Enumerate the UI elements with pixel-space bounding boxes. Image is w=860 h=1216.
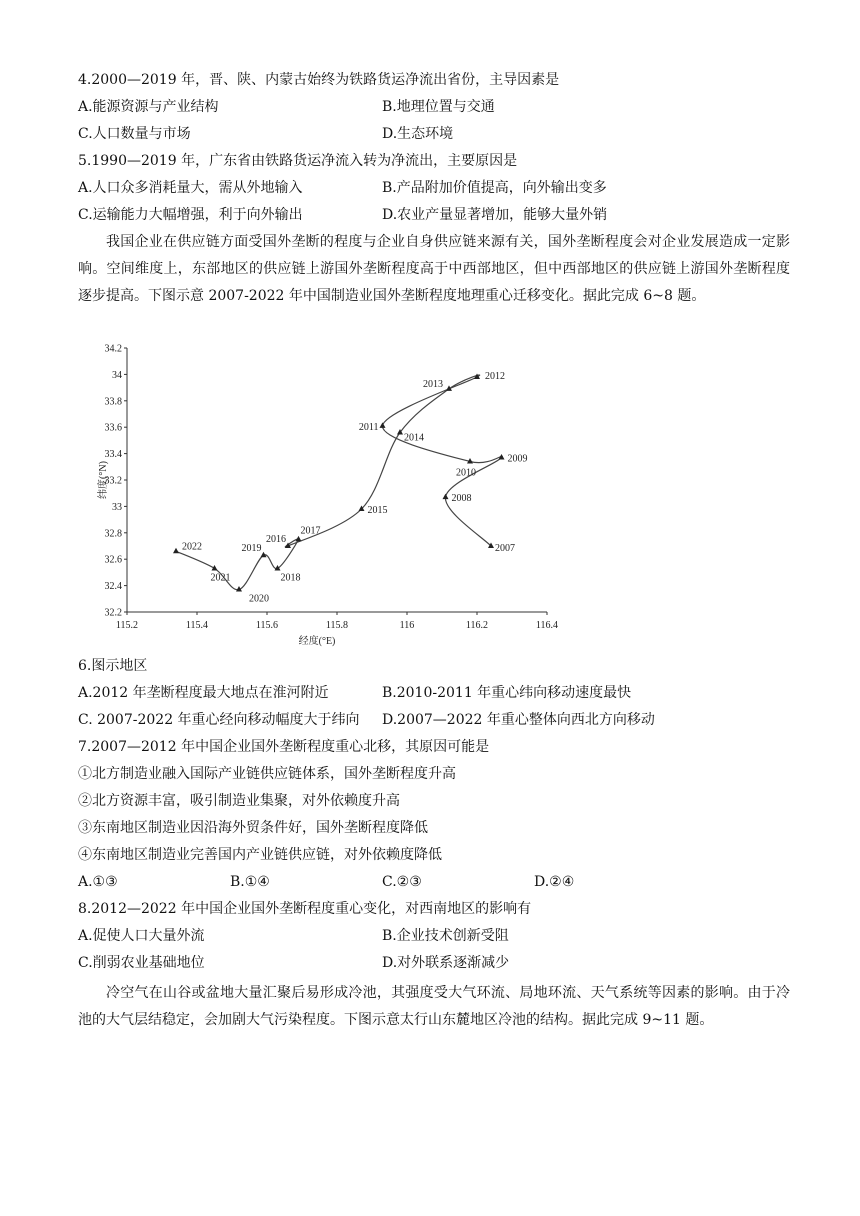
q4-option-d: D.生态环境 bbox=[382, 126, 454, 142]
triangle-marker-2017 bbox=[296, 536, 302, 542]
year-label-2022: 2022 bbox=[182, 541, 202, 553]
q7-stem: 7.2007—2012 年中国企业国外垄断程度重心北移，其原因可能是 bbox=[78, 739, 490, 755]
triangle-marker-2011 bbox=[380, 422, 386, 428]
y-tick-label: 32.6 bbox=[104, 554, 122, 566]
y-tick-label: 34 bbox=[112, 369, 122, 381]
year-label-2014: 2014 bbox=[404, 432, 424, 444]
q5-option-a: A.人口众多消耗量大，需从外地输入 bbox=[78, 180, 303, 196]
q7-statement-1: ①北方制造业融入国际产业链供应链体系，国外垄断程度升高 bbox=[78, 766, 456, 782]
q8-option-b: B.企业技术创新受阻 bbox=[382, 928, 509, 944]
q4-option-a: A.能源资源与产业结构 bbox=[78, 99, 219, 115]
q4-option-c: C.人口数量与市场 bbox=[78, 126, 191, 142]
year-label-2010: 2010 bbox=[456, 467, 476, 479]
q7-statement-2: ②北方资源丰富，吸引制造业集聚，对外依赖度升高 bbox=[78, 793, 400, 809]
year-label-2008: 2008 bbox=[451, 493, 472, 505]
q7-option-a: A.①③ bbox=[78, 874, 118, 890]
year-label-2009: 2009 bbox=[507, 453, 528, 465]
y-tick-label: 34.2 bbox=[104, 343, 122, 355]
q5-stem: 5.1990—2019 年，广东省由铁路货运净流入转为净流出，主要原因是 bbox=[78, 153, 518, 169]
x-tick-label: 115.4 bbox=[185, 620, 209, 631]
year-label-2011: 2011 bbox=[358, 421, 379, 433]
year-label-2015: 2015 bbox=[367, 505, 388, 517]
year-label-2012: 2012 bbox=[485, 371, 505, 383]
y-tick-label: 33.8 bbox=[104, 396, 122, 408]
q7-option-b: B.①④ bbox=[230, 874, 270, 890]
y-tick-label: 33.4 bbox=[104, 449, 122, 461]
q6-option-d: D.2007—2022 年重心整体向西北方向移动 bbox=[382, 712, 655, 728]
q4-stem: 4.2000—2019 年，晋、陕、内蒙古始终为铁路货运净流出省份，主导因素是 bbox=[78, 72, 560, 88]
q8-option-a: A.促使人口大量外流 bbox=[78, 928, 205, 944]
q6-option-b: B.2010-2011 年重心纬向移动速度最快 bbox=[382, 685, 632, 701]
q7-statement-4: ④东南地区制造业完善国内产业链供应链，对外依赖度降低 bbox=[78, 847, 442, 863]
triangle-marker-2022 bbox=[173, 548, 179, 554]
year-label-2020: 2020 bbox=[249, 593, 269, 605]
x-tick-label: 115.2 bbox=[115, 620, 139, 631]
centroid-trajectory-line bbox=[176, 375, 502, 590]
triangle-marker-2008 bbox=[443, 494, 449, 500]
q5-option-b: B.产品附加价值提高，向外输出变多 bbox=[382, 180, 607, 196]
x-tick-label: 116 bbox=[399, 620, 415, 631]
q4-option-b: B.地理位置与交通 bbox=[382, 99, 495, 115]
x-axis-title: 经度(°E) bbox=[298, 636, 336, 647]
y-axis-title: 纬度(°N) bbox=[98, 461, 109, 499]
q6-option-c: C. 2007-2022 年重心经向移动幅度大于纬向 bbox=[78, 712, 360, 728]
q6-option-a: A.2012 年垄断程度最大地点在淮河附近 bbox=[78, 685, 329, 701]
year-label-2017: 2017 bbox=[300, 525, 321, 537]
year-label-2013: 2013 bbox=[423, 378, 443, 390]
year-label-2016: 2016 bbox=[266, 534, 286, 545]
q5-option-c: C.运输能力大幅增强，利于向外输出 bbox=[78, 207, 303, 223]
q8-stem: 8.2012—2022 年中国企业国外垄断程度重心变化，对西南地区的影响有 bbox=[78, 901, 532, 917]
q8-option-d: D.对外联系逐渐减少 bbox=[382, 955, 510, 971]
year-label-2007: 2007 bbox=[495, 543, 515, 554]
year-label-2021: 2021 bbox=[210, 572, 231, 584]
year-label-2018: 2018 bbox=[280, 572, 301, 584]
year-label-2019: 2019 bbox=[241, 543, 262, 555]
q7-option-c: C.②③ bbox=[382, 874, 422, 890]
passage-supply-chain: 我国企业在供应链方面受国外垄断的程度与企业自身供应链来源有关，国外垄断程度会对企业发展造成一定影响。空间维度上，东部地区的供应链上游国外垄断程度高于中西部地区，但中西部地区的供应链上游国外垄断程度逐步提高。下图示意 2007-2022 年中国制造业国外垄断程度地理重心迁移变化。据此完成 6~8 题。 bbox=[78, 234, 790, 304]
x-tick-label: 115.8 bbox=[325, 620, 349, 631]
q6-stem: 6.图示地区 bbox=[78, 658, 148, 674]
q7-option-d: D.②④ bbox=[534, 874, 575, 890]
centroid-migration-chart bbox=[92, 338, 562, 650]
passage-cold-pool: 冷空气在山谷或盆地大量汇聚后易形成冷池，其强度受大气环流、局地环流、天气系统等因素的影响。由于冷池的大气层结稳定，会加剧大气污染程度。下图示意太行山东麓地区冷池的结构。据此完成 9~11 题。 bbox=[78, 985, 790, 1028]
y-tick-label: 32.4 bbox=[104, 581, 122, 593]
y-tick-label: 32.2 bbox=[104, 607, 122, 619]
x-tick-label: 116.4 bbox=[535, 620, 559, 631]
q7-statement-3: ③东南地区制造业因沿海外贸条件好，国外垄断程度降低 bbox=[78, 820, 428, 836]
q5-option-d: D.农业产量显著增加，能够大量外销 bbox=[382, 207, 608, 223]
x-tick-label: 116.2 bbox=[465, 620, 489, 631]
y-tick-label: 32.8 bbox=[104, 528, 122, 540]
x-tick-label: 115.6 bbox=[255, 620, 279, 631]
q8-option-c: C.削弱农业基础地位 bbox=[78, 955, 205, 971]
y-tick-label: 33 bbox=[112, 501, 122, 513]
y-tick-label: 33.2 bbox=[104, 475, 122, 487]
y-tick-label: 33.6 bbox=[104, 422, 122, 434]
